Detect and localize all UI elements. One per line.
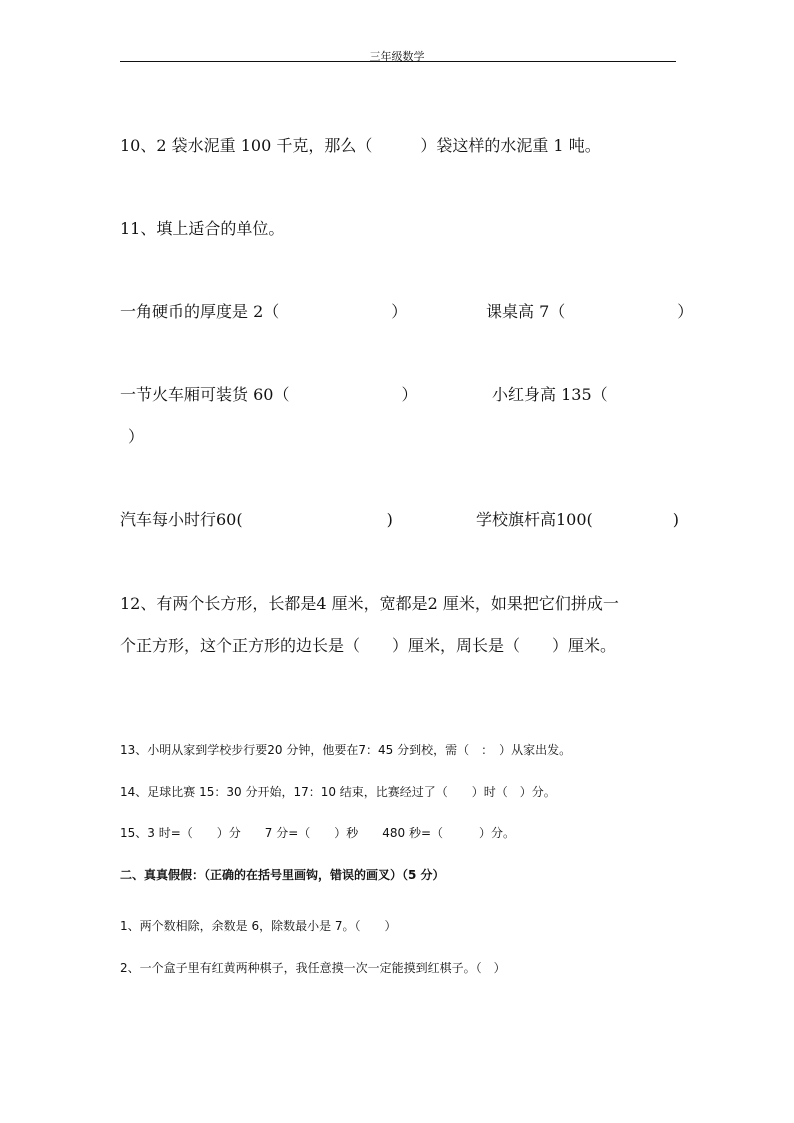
question-14: 14、足球比赛 15：30 分开始，17：10 结束，比赛经过了（ ）时（ ）分。 <box>120 785 556 799</box>
question-12-line-1: 12、有两个长方形，长都是4 厘米，宽都是2 厘米，如果把它们拼成一 <box>120 594 619 613</box>
q11-desk-height: 课桌高 7（ ） <box>486 302 694 321</box>
q11-xiaohong-height: 小红身高 135（ <box>492 385 608 404</box>
header-rule <box>120 61 676 62</box>
q11-car-speed: 汽车每小时行60( ) <box>120 510 393 529</box>
true-false-item-1: 1、两个数相除，余数是 6，除数最小是 7。（ ） <box>120 919 397 933</box>
question-11: 11、填上适合的单位。 <box>120 219 285 238</box>
q11-flagpole-height: 学校旗杆高100( ) <box>476 510 680 529</box>
question-12-line-2: 个正方形，这个正方形的边长是（ ）厘米，周长是（ ）厘米。 <box>120 636 617 655</box>
question-13: 13、小明从家到学校步行要20 分钟，他要在7：45 分到校，需（ ： ）从家出发。 <box>120 743 572 757</box>
section-2-heading: 二、真真假假：（正确的在括号里画钩，错误的画叉）（5 分） <box>120 868 445 882</box>
page-header-title: 三年级数学 <box>369 50 425 63</box>
true-false-item-2: 2、一个盒子里有红黄两种棋子，我任意摸一次一定能摸到红棋子。（ ） <box>120 961 506 975</box>
question-15: 15、3 时=（ ）分 7 分=（ ）秒 480 秒=（ ）分。 <box>120 826 516 840</box>
q11-coin-thickness: 一角硬币的厚度是 2（ ） <box>120 302 408 321</box>
question-10: 10、2 袋水泥重 100 千克，那么（ ）袋这样的水泥重 1 吨。 <box>120 136 601 155</box>
q11-xiaohong-height-close: ） <box>128 427 145 446</box>
q11-train-cargo: 一节火车厢可装货 60（ ） <box>120 385 418 404</box>
